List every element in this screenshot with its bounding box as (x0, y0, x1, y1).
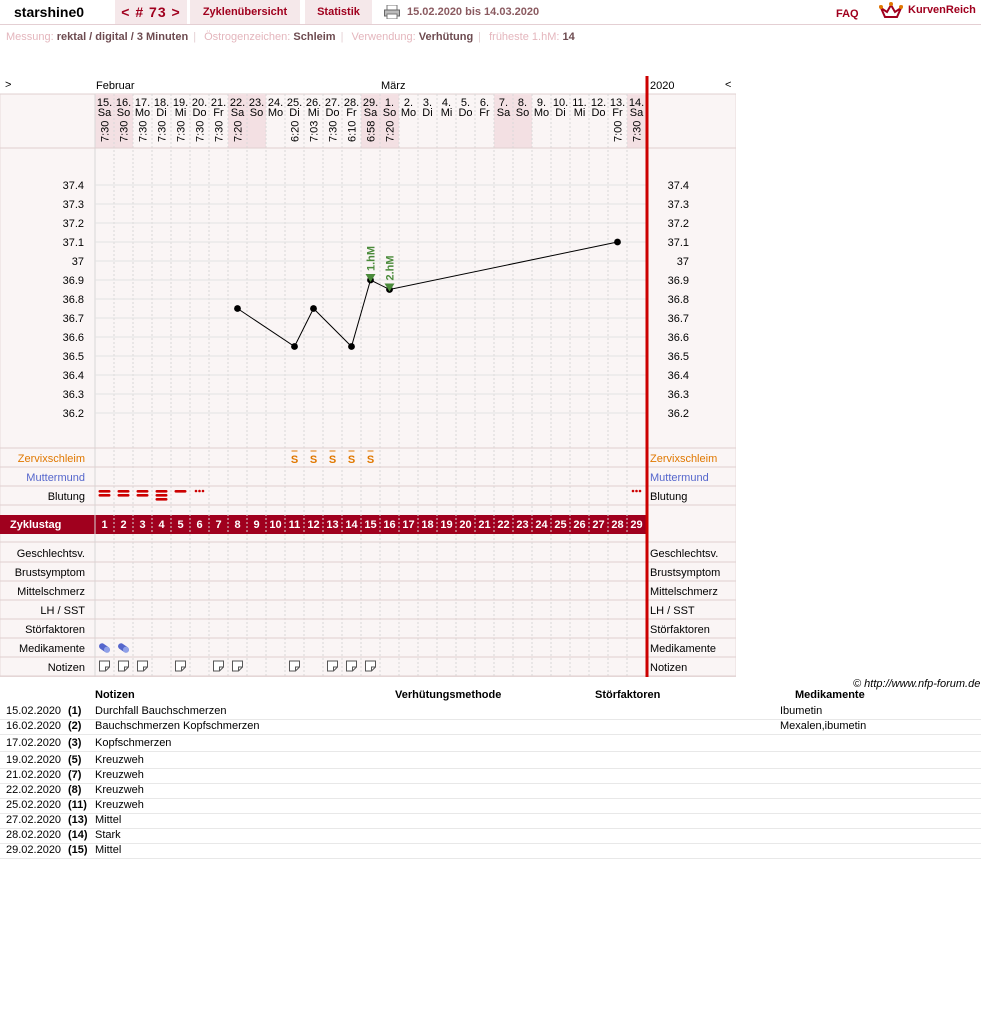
bleeding-mark (99, 490, 111, 493)
y-tick-right: 37.3 (667, 199, 689, 211)
note-cell-date: 28.02.2020 (6, 829, 62, 841)
username: starshine0 (14, 4, 85, 20)
cycle-day-number: 14 (345, 519, 358, 531)
bleeding-mark (156, 498, 168, 501)
note-cell-medi: Ibumetin (780, 705, 823, 717)
note-cell-cd: (7) (68, 769, 82, 781)
y-tick-right: 36.2 (667, 408, 689, 420)
cycle-nav[interactable]: < # 73 > (115, 0, 187, 24)
y-tick-right: 36.3 (667, 389, 689, 401)
row-label-left: Störfaktoren (25, 624, 85, 636)
day-weekday: Mi (174, 107, 187, 119)
measure-time: 7:30 (99, 120, 112, 142)
day-date: 5. (460, 97, 471, 109)
day-weekday: So (116, 107, 131, 119)
year-label: 2020 (650, 80, 675, 92)
day-date: 9. (536, 97, 547, 109)
note-cell-cd: (1) (68, 705, 82, 717)
row-label-left: LH / SST (40, 605, 85, 617)
zervix-mark: S (328, 454, 337, 466)
note-cell-cd: (15) (68, 844, 88, 856)
y-tick-right: 36.5 (667, 351, 689, 363)
note-cell-date: 27.02.2020 (6, 814, 62, 826)
cycle-day-number: 4 (158, 519, 165, 531)
date-range: 15.02.2020 bis 14.03.2020 (407, 6, 540, 18)
day-weekday: So (382, 107, 397, 119)
note-cell-note: Bauchschmerzen Kopfschmerzen (95, 720, 260, 732)
day-weekday: Sa (97, 107, 112, 119)
y-tick-left: 36.5 (62, 351, 84, 363)
day-weekday: Mo (134, 107, 151, 119)
note-cell-date: 15.02.2020 (6, 705, 62, 717)
bleeding-mark (118, 490, 130, 493)
bleeding-mark (156, 494, 168, 497)
note-cell-cd: (14) (68, 829, 88, 841)
y-tick-right: 36.6 (667, 332, 689, 344)
note-cell-date: 29.02.2020 (6, 844, 62, 856)
measure-time: 7:03 (308, 120, 321, 142)
cycle-day-number: 17 (402, 519, 415, 531)
day-weekday: Di (289, 107, 300, 119)
day-weekday: Mi (573, 107, 586, 119)
measure-time: 7:30 (194, 120, 207, 142)
day-weekday: Do (192, 107, 207, 119)
cycle-day-number: 9 (253, 519, 260, 531)
y-tick-left: 37.3 (62, 199, 84, 211)
temperature-point (348, 343, 355, 350)
day-date: 14. (628, 97, 645, 109)
note-row (0, 843, 981, 859)
cycle-day-number: 21 (478, 519, 491, 531)
note-row (0, 736, 981, 752)
cycle-day-number: 7 (215, 519, 222, 531)
cycle-day-number: 16 (383, 519, 396, 531)
printer-icon[interactable] (384, 5, 400, 19)
day-date: 24. (267, 97, 284, 109)
y-tick-right: 36.8 (667, 294, 689, 306)
note-cell-cd: (2) (68, 720, 82, 732)
col-header-notizen: Notizen (95, 689, 135, 701)
oestrogen-label: Östrogenzeichen: (204, 31, 291, 43)
messung-label: Messung: (6, 31, 54, 43)
measure-time: 7:30 (631, 120, 644, 142)
day-date: 20. (191, 97, 208, 109)
day-date: 12. (590, 97, 607, 109)
bleeding-spotting-mark (202, 490, 205, 493)
measure-time: 7:30 (213, 120, 226, 142)
cycle-day-number: 29 (630, 519, 643, 531)
cycle-day-number: 13 (326, 519, 339, 531)
day-date: 29. (362, 97, 379, 109)
note-cell-date: 22.02.2020 (6, 784, 62, 796)
row-label-right: Mittelschmerz (650, 586, 718, 598)
row-label-left: Blutung (47, 491, 85, 503)
zervix-mark: S (366, 454, 375, 466)
row-label-left: Notizen (47, 662, 85, 674)
verwendung-value: Verhütung (418, 31, 474, 43)
row-label-left: Medikamente (18, 643, 85, 655)
cycle-day-label: Zyklustag (10, 519, 62, 531)
temperature-point (234, 305, 241, 312)
note-cell-note: Kreuzweh (95, 754, 144, 766)
day-weekday: Fr (612, 107, 623, 119)
col-header-stoerfaktoren: Störfaktoren (595, 689, 661, 701)
verwendung-label: Verwendung: (351, 31, 416, 43)
day-date: 21. (210, 97, 227, 109)
temperature-point (614, 239, 621, 246)
day-date: 15. (96, 97, 113, 109)
cycle-day-number: 2 (120, 519, 127, 531)
row-label-right: LH / SST (650, 605, 695, 617)
note-row (0, 753, 981, 769)
cycle-day-number: 27 (592, 519, 605, 531)
col-header-verhuetung: Verhütungsmethode (395, 689, 502, 701)
day-weekday: Sa (230, 107, 245, 119)
chart-background (0, 76, 736, 677)
day-date: 18. (153, 97, 170, 109)
cycle-day-number: 23 (516, 519, 529, 531)
cycle-day-number: 22 (497, 519, 510, 531)
row-label-right: Störfaktoren (650, 624, 710, 636)
temperature-point (310, 305, 317, 312)
note-cell-cd: (8) (68, 784, 82, 796)
row-label-left: Brustsymptom (14, 567, 85, 579)
day-weekday: Mi (307, 107, 320, 119)
cycle-day-number: 8 (234, 519, 241, 531)
measure-time: 7:30 (327, 120, 340, 142)
zervix-mark: S (290, 454, 299, 466)
bleeding-mark (137, 490, 149, 493)
top-bar (0, 0, 981, 25)
day-weekday: Fr (213, 107, 224, 119)
cycle-day-number: 18 (421, 519, 434, 531)
statistics-button[interactable]: Statistik (305, 0, 372, 24)
bleeding-spotting-mark (639, 490, 642, 493)
hm-label: früheste 1.hM: (489, 31, 560, 43)
note-cell-date: 25.02.2020 (6, 799, 62, 811)
measure-time: 6:10 (346, 120, 359, 142)
cycle-day-number: 20 (459, 519, 472, 531)
day-date: 8. (517, 97, 528, 109)
nav-right: < (725, 79, 732, 91)
cycle-day-number: 25 (554, 519, 567, 531)
cycle-day-number: 26 (573, 519, 586, 531)
day-date: 26. (305, 97, 322, 109)
bleeding-spotting-mark (198, 490, 201, 493)
y-tick-right: 37.1 (667, 237, 689, 249)
day-date: 1. (384, 97, 395, 109)
measure-time: 7:30 (118, 120, 131, 142)
y-tick-left: 36.4 (62, 370, 84, 382)
note-cell-cd: (3) (68, 737, 82, 749)
bleeding-spotting-mark (195, 490, 198, 493)
hm-label: 1.hM (365, 245, 378, 271)
day-weekday: Sa (363, 107, 378, 119)
note-cell-date: 17.02.2020 (6, 737, 62, 749)
bleeding-spotting-mark (635, 490, 638, 493)
note-cell-date: 21.02.2020 (6, 769, 62, 781)
nav-left: > (5, 79, 12, 91)
month-label: März (381, 80, 406, 92)
note-cell-cd: (11) (68, 799, 87, 811)
row-label-left: Mittelschmerz (17, 586, 85, 598)
day-weekday: Sa (496, 107, 511, 119)
y-tick-left: 37.4 (62, 180, 84, 192)
day-date: 22. (229, 97, 246, 109)
day-weekday: Mi (440, 107, 453, 119)
row-label-right: Geschlechtsv. (650, 548, 719, 560)
day-weekday: Do (591, 107, 606, 119)
y-tick-left: 36.8 (62, 294, 84, 306)
row-label-left: Geschlechtsv. (16, 548, 85, 560)
y-tick-left: 36.3 (62, 389, 84, 401)
day-weekday: Di (422, 107, 433, 119)
y-tick-left: 37 (71, 256, 84, 268)
note-cell-cd: (5) (68, 754, 82, 766)
row-label-right: Blutung (650, 491, 688, 503)
note-cell-note: Kreuzweh (95, 784, 144, 796)
note-row (0, 768, 981, 784)
day-weekday: Di (156, 107, 167, 119)
bleeding-mark (118, 494, 130, 497)
measure-time: 7:00 (612, 120, 625, 142)
y-tick-left: 36.7 (62, 313, 84, 325)
y-tick-right: 37.2 (667, 218, 689, 230)
day-weekday: Do (458, 107, 473, 119)
day-date: 27. (324, 97, 341, 109)
measure-time: 6:20 (289, 120, 302, 142)
note-cell-note: Mittel (95, 844, 122, 856)
month-label: Februar (96, 80, 135, 92)
y-tick-left: 36.2 (62, 408, 84, 420)
cycle-day-number: 24 (535, 519, 548, 531)
cycle-settings: Messung: rektal / digital / 3 Minuten | Östrogenzeichen: Schleim | Verwendung: Verhütung | früheste 1.hM: 14 (6, 31, 575, 43)
measure-time: 7:30 (175, 120, 188, 142)
day-weekday: Fr (346, 107, 357, 119)
y-tick-right: 36.7 (667, 313, 689, 325)
day-date: 11. (572, 97, 587, 109)
note-cell-note: Durchfall Bauchschmerzen (95, 705, 227, 717)
cycle-day-number: 3 (139, 519, 146, 531)
cycle-day-number: 12 (307, 519, 320, 531)
cycle-day-number: 10 (269, 519, 282, 531)
day-date: 23. (248, 97, 265, 109)
bleeding-mark (137, 494, 149, 497)
day-date: 7. (498, 97, 509, 109)
note-row (0, 798, 981, 814)
col-header-medikamente: Medikamente (795, 689, 865, 701)
day-date: 16. (115, 97, 132, 109)
cycle-day-number: 15 (364, 519, 377, 531)
measure-time: 7:20 (232, 120, 245, 142)
hm-value: 14 (562, 31, 575, 43)
day-weekday: So (515, 107, 530, 119)
faq-link[interactable]: FAQ (836, 8, 859, 20)
y-tick-right: 37.4 (667, 180, 689, 192)
oestrogen-value: Schleim (293, 31, 336, 43)
day-weekday: So (249, 107, 264, 119)
y-tick-right: 37 (676, 256, 689, 268)
row-label-left: Zervixschleim (17, 453, 85, 465)
measure-time: 7:30 (137, 120, 150, 142)
hm-label: 2.hM (384, 255, 397, 281)
row-label-right: Medikamente (650, 643, 717, 655)
cycle-overview-button[interactable]: Zyklenübersicht (190, 0, 300, 24)
day-date: 2. (403, 97, 414, 109)
day-date: 28. (343, 97, 360, 109)
y-tick-left: 36.9 (62, 275, 84, 287)
cycle-day-number: 5 (177, 519, 184, 531)
cycle-day-number: 1 (101, 519, 108, 531)
note-cell-date: 16.02.2020 (6, 720, 62, 732)
cycle-day-number: 6 (196, 519, 203, 531)
day-weekday: Di (555, 107, 566, 119)
y-tick-left: 37.2 (62, 218, 84, 230)
bleeding-mark (156, 490, 168, 493)
y-tick-left: 37.1 (62, 237, 84, 249)
note-row (0, 704, 981, 720)
cycle-day-number: 28 (611, 519, 624, 531)
row-label-left: Muttermund (26, 472, 85, 484)
day-date: 19. (172, 97, 189, 109)
cycle-day-number: 11 (288, 519, 301, 531)
day-date: 6. (479, 97, 490, 109)
day-weekday: Mo (267, 107, 284, 119)
row-label-right: Zervixschleim (650, 453, 718, 465)
crown-logo-icon[interactable] (879, 2, 903, 20)
day-date: 13. (609, 97, 626, 109)
note-cell-note: Kopfschmerzen (95, 737, 172, 749)
bleeding-mark (99, 494, 111, 497)
day-weekday: Sa (629, 107, 644, 119)
day-date: 3. (422, 97, 433, 109)
zervix-mark: S (347, 454, 356, 466)
row-label-right: Muttermund (650, 472, 709, 484)
zervix-mark: S (309, 454, 318, 466)
messung-value: rektal / digital / 3 Minuten (56, 31, 189, 43)
day-date: 4. (441, 97, 452, 109)
row-label-right: Notizen (650, 662, 688, 674)
logo-text[interactable]: KurvenReich (908, 4, 976, 16)
day-date: 10. (552, 97, 569, 109)
measure-time: 6:58 (365, 120, 378, 142)
y-tick-left: 36.6 (62, 332, 84, 344)
temperature-point (291, 343, 298, 350)
day-weekday: Mo (400, 107, 417, 119)
note-cell-note: Kreuzweh (95, 799, 144, 811)
note-cell-cd: (13) (68, 814, 88, 826)
day-weekday: Mo (533, 107, 550, 119)
y-tick-right: 36.4 (667, 370, 689, 382)
day-weekday: Do (325, 107, 340, 119)
note-cell-note: Stark (95, 829, 121, 841)
note-cell-medi: Mexalen,ibumetin (780, 720, 867, 732)
note-row (0, 783, 981, 799)
note-row (0, 828, 981, 844)
note-cell-note: Kreuzweh (95, 769, 144, 781)
temperature-chart (0, 76, 736, 677)
day-date: 17. (134, 97, 151, 109)
cycle-day-number: 19 (440, 519, 453, 531)
y-tick-right: 36.9 (667, 275, 689, 287)
note-cell-note: Mittel (95, 814, 122, 826)
bleeding-mark (175, 490, 187, 493)
note-row (0, 719, 981, 735)
day-weekday: Fr (479, 107, 490, 119)
note-cell-date: 19.02.2020 (6, 754, 62, 766)
measure-time: 7:20 (384, 120, 397, 142)
day-date: 25. (286, 97, 303, 109)
note-row (0, 813, 981, 829)
measure-time: 7:30 (156, 120, 169, 142)
copyright: © http://www.nfp-forum.de (853, 678, 981, 690)
bleeding-spotting-mark (632, 490, 635, 493)
row-label-right: Brustsymptom (650, 567, 721, 579)
